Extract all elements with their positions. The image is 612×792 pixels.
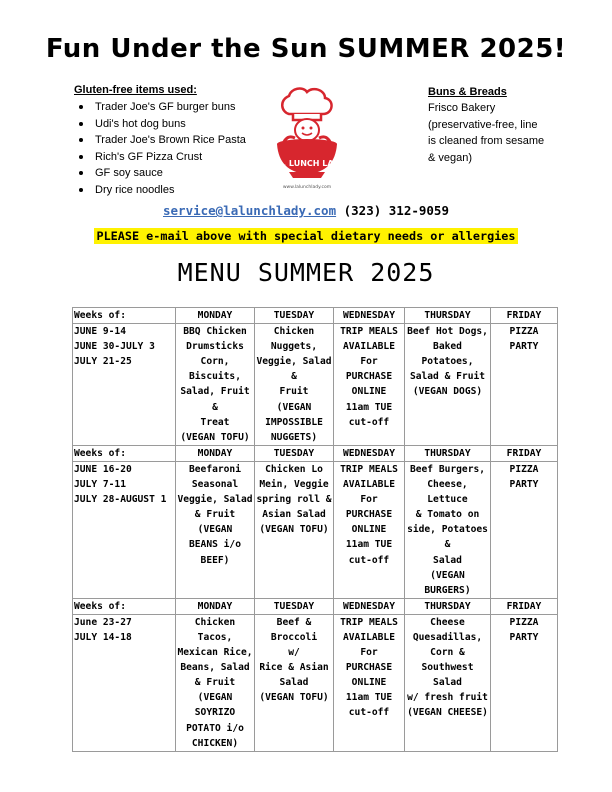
meal-line: For: [360, 356, 378, 368]
meal-line: (VEGAN: [197, 524, 233, 536]
gluten-free-list: [74, 99, 284, 199]
meal-line: Salad & Fruit: [409, 371, 486, 383]
logo-url: www.lalunchlady.com: [282, 185, 332, 190]
meal-line: PARTY: [509, 631, 539, 643]
meal-line: PIZZA: [509, 326, 539, 338]
buns-line: (preservative-free, line: [428, 118, 538, 131]
meal-line: cut-off: [348, 416, 390, 428]
weeks-label: Weeks of:: [73, 598, 176, 614]
meal-line: Beefaroni: [189, 463, 241, 475]
email-link[interactable]: service@lalunchlady.com: [163, 203, 337, 218]
table-row: [73, 461, 558, 598]
meal-line: Cheese: [430, 616, 465, 628]
meal-line: Salad: [433, 554, 462, 566]
meal-line: Rice & Asian: [259, 662, 329, 674]
day-header-monday: MONDAY: [176, 445, 255, 461]
meal-line: Chicken Lo: [265, 463, 323, 475]
meal-line: AVAILABLE: [343, 479, 395, 491]
meal-line: For: [360, 647, 378, 659]
buns-line: is cleaned from sesame: [428, 135, 545, 147]
meal-line: Asian Salad: [262, 509, 326, 521]
meal-line: Corn, Biscuits,: [189, 356, 241, 383]
meal-line: Quesadillas,: [412, 631, 483, 643]
contact-line: [0, 203, 612, 218]
meal-line: POTATO i/o: [186, 722, 244, 734]
week-dates: [73, 461, 176, 598]
meal-line: AVAILABLE: [343, 631, 395, 643]
meal-line: Southwest Salad: [421, 662, 474, 689]
meal-line: PARTY: [509, 341, 539, 353]
phone-number: (323) 312-9059: [343, 203, 449, 218]
meal-line: Salad, Fruit &: [180, 386, 250, 413]
meal-line: 11am TUE: [345, 692, 393, 704]
menu-title: MENU SUMMER 2025: [177, 258, 435, 287]
meal-line: (VEGAN TOFU): [259, 692, 329, 704]
day-header-thursday: THURSDAY: [405, 308, 491, 324]
week-date: JULY 14-18: [74, 631, 132, 643]
meal-cell-thursday: [405, 614, 491, 751]
chef-logo-icon: [259, 82, 355, 194]
meal-line: TRIP MEALS: [340, 326, 398, 338]
meal-cell-monday: [176, 324, 255, 446]
meal-line: Chicken: [273, 326, 315, 338]
meal-line: SOYRIZO: [194, 707, 236, 719]
buns-text: [428, 100, 578, 166]
meal-line: PURCHASE: [345, 509, 393, 521]
table-row: [73, 614, 558, 751]
meal-cell-monday: [176, 614, 255, 751]
meal-line: (VEGAN TOFU): [259, 524, 329, 536]
list-item: GF soy sauce: [74, 165, 284, 182]
buns-line: Frisco Bakery: [428, 102, 496, 114]
meal-line: Drumsticks: [186, 341, 244, 353]
week-date: JULY 28-AUGUST 1: [74, 494, 167, 506]
lunch-lady-logo: [259, 82, 355, 194]
meal-line: IMPOSSIBLE: [265, 416, 323, 428]
meal-cell-wednesday: [334, 461, 405, 598]
meal-line: Salad: [279, 677, 309, 689]
list-item: Udi's hot dog buns: [74, 116, 284, 133]
list-item: Rich's GF Pizza Crust: [74, 149, 284, 166]
meal-line: Veggie, Salad: [177, 494, 253, 506]
meal-line: Baked Potatoes,: [421, 341, 474, 368]
meal-line: PIZZA: [509, 463, 539, 475]
meal-line: Corn &: [430, 647, 465, 659]
day-header-tuesday: TUESDAY: [255, 445, 334, 461]
meal-cell-thursday: [405, 324, 491, 446]
meal-line: PARTY: [509, 479, 539, 491]
meal-cell-friday: [491, 324, 558, 446]
meal-line: For: [360, 494, 378, 506]
meal-line: PURCHASE: [345, 662, 393, 674]
meal-line: NUGGETS): [270, 431, 318, 443]
day-header-monday: MONDAY: [176, 308, 255, 324]
meal-line: Fruit: [279, 386, 309, 398]
meal-line: Tacos,: [197, 631, 233, 643]
meal-cell-friday: [491, 614, 558, 751]
menu-table: [72, 307, 558, 752]
day-header-friday: FRIDAY: [491, 308, 558, 324]
meal-line: 11am TUE: [345, 401, 393, 413]
meal-line: Veggie, Salad &: [256, 356, 332, 383]
weeks-label: Weeks of:: [73, 445, 176, 461]
week-header-row: [73, 598, 558, 614]
meal-cell-thursday: [405, 461, 491, 598]
meal-line: BEANS i/o: [189, 539, 241, 551]
week-date: JUNE 9-14: [74, 326, 126, 338]
day-header-thursday: THURSDAY: [405, 445, 491, 461]
meal-line: & Fruit: [194, 677, 236, 689]
meal-line: Mexican Rice,: [177, 647, 253, 659]
meal-line: ONLINE: [351, 386, 387, 398]
meal-line: w/ fresh fruit: [407, 692, 488, 704]
gluten-free-heading: Gluten-free items used:: [74, 84, 197, 96]
meal-cell-wednesday: [334, 324, 405, 446]
meal-line: Beans, Salad: [180, 662, 250, 674]
meal-line: Beef Burgers,: [409, 463, 486, 475]
week-dates: [73, 324, 176, 446]
meal-line: (VEGAN DOGS): [412, 386, 483, 398]
meal-line: Cheese, Lettuce: [427, 479, 468, 506]
meal-line: Treat: [200, 416, 230, 428]
meal-line: (VEGAN CHEESE): [407, 707, 488, 719]
meal-line: Beef Hot Dogs,: [407, 326, 488, 338]
meal-line: ONLINE: [351, 677, 387, 689]
week-header-row: [73, 308, 558, 324]
day-header-tuesday: TUESDAY: [255, 598, 334, 614]
meal-line: Beef & Broccoli: [270, 616, 318, 643]
week-date: JULY 21-25: [74, 356, 132, 368]
meal-line: PURCHASE: [345, 371, 393, 383]
week-dates: [73, 614, 176, 751]
meal-cell-friday: [491, 461, 558, 598]
weeks-label: Weeks of:: [73, 308, 176, 324]
meal-line: (VEGAN: [430, 569, 465, 581]
week-date: JUNE 16-20: [74, 463, 132, 475]
meal-line: & Fruit: [194, 509, 236, 521]
meal-cell-wednesday: [334, 614, 405, 751]
meal-line: Chicken: [194, 616, 236, 628]
meal-line: BEEF): [200, 554, 230, 566]
meal-line: BBQ Chicken: [183, 326, 247, 338]
day-header-thursday: THURSDAY: [405, 598, 491, 614]
day-header-tuesday: TUESDAY: [255, 308, 334, 324]
meal-line: side, Potatoes &: [407, 524, 488, 551]
meal-cell-tuesday: [255, 461, 334, 598]
dietary-notice: PLEASE e-mail above with special dietary needs or allergies: [96, 229, 516, 243]
day-header-wednesday: WEDNESDAY: [334, 598, 405, 614]
bullet-icon: [79, 155, 83, 159]
meal-line: TRIP MEALS: [340, 616, 398, 628]
buns-line: & vegan): [428, 151, 473, 164]
bullet-icon: [79, 171, 83, 175]
day-header-wednesday: WEDNESDAY: [334, 308, 405, 324]
meal-line: & Tomato on: [415, 509, 480, 521]
page-title: Fun Under the Sun SUMMER 2025!: [45, 34, 567, 64]
meal-line: AVAILABLE: [343, 341, 395, 353]
meal-line: Nuggets,: [270, 341, 318, 353]
week-date: JUNE 30-JULY 3: [74, 341, 155, 353]
week-date: JULY 7-11: [74, 479, 126, 491]
day-header-wednesday: WEDNESDAY: [334, 445, 405, 461]
meal-cell-tuesday: [255, 324, 334, 446]
meal-line: PIZZA: [509, 616, 539, 628]
gluten-free-section: [74, 84, 284, 199]
meal-line: (VEGAN: [276, 401, 312, 413]
list-item: Trader Joe's Brown Rice Pasta: [74, 132, 284, 149]
meal-line: BURGERS): [424, 584, 471, 596]
bullet-icon: [79, 138, 83, 142]
meal-line: Seasonal: [191, 479, 239, 491]
meal-line: CHICKEN): [191, 737, 239, 749]
week-header-row: [73, 445, 558, 461]
day-header-friday: FRIDAY: [491, 598, 558, 614]
meal-line: cut-off: [348, 707, 390, 719]
buns-breads-section: [428, 86, 578, 166]
bullet-icon: [79, 122, 83, 126]
logo-text: L.A. LUNCH LADY: [268, 159, 346, 168]
table-row: [73, 324, 558, 446]
week-date: June 23-27: [74, 616, 132, 628]
meal-line: spring roll &: [256, 494, 332, 506]
list-item: Trader Joe's GF burger buns: [74, 99, 284, 116]
meal-line: 11am TUE: [345, 539, 393, 551]
meal-cell-monday: [176, 461, 255, 598]
meal-line: Mein, Veggie: [259, 479, 329, 491]
day-header-friday: FRIDAY: [491, 445, 558, 461]
bullet-icon: [79, 188, 83, 192]
meal-line: (VEGAN TOFU): [180, 431, 250, 443]
notice-wrap: [0, 225, 612, 244]
meal-cell-tuesday: [255, 614, 334, 751]
meal-line: (VEGAN: [197, 692, 233, 704]
meal-line: TRIP MEALS: [340, 463, 398, 475]
meal-line: cut-off: [348, 554, 390, 566]
meal-line: w/: [288, 647, 300, 659]
day-header-monday: MONDAY: [176, 598, 255, 614]
bullet-icon: [79, 105, 83, 109]
list-item: Dry rice noodles: [74, 182, 284, 199]
meal-line: ONLINE: [351, 524, 387, 536]
buns-heading: Buns & Breads: [428, 86, 507, 98]
